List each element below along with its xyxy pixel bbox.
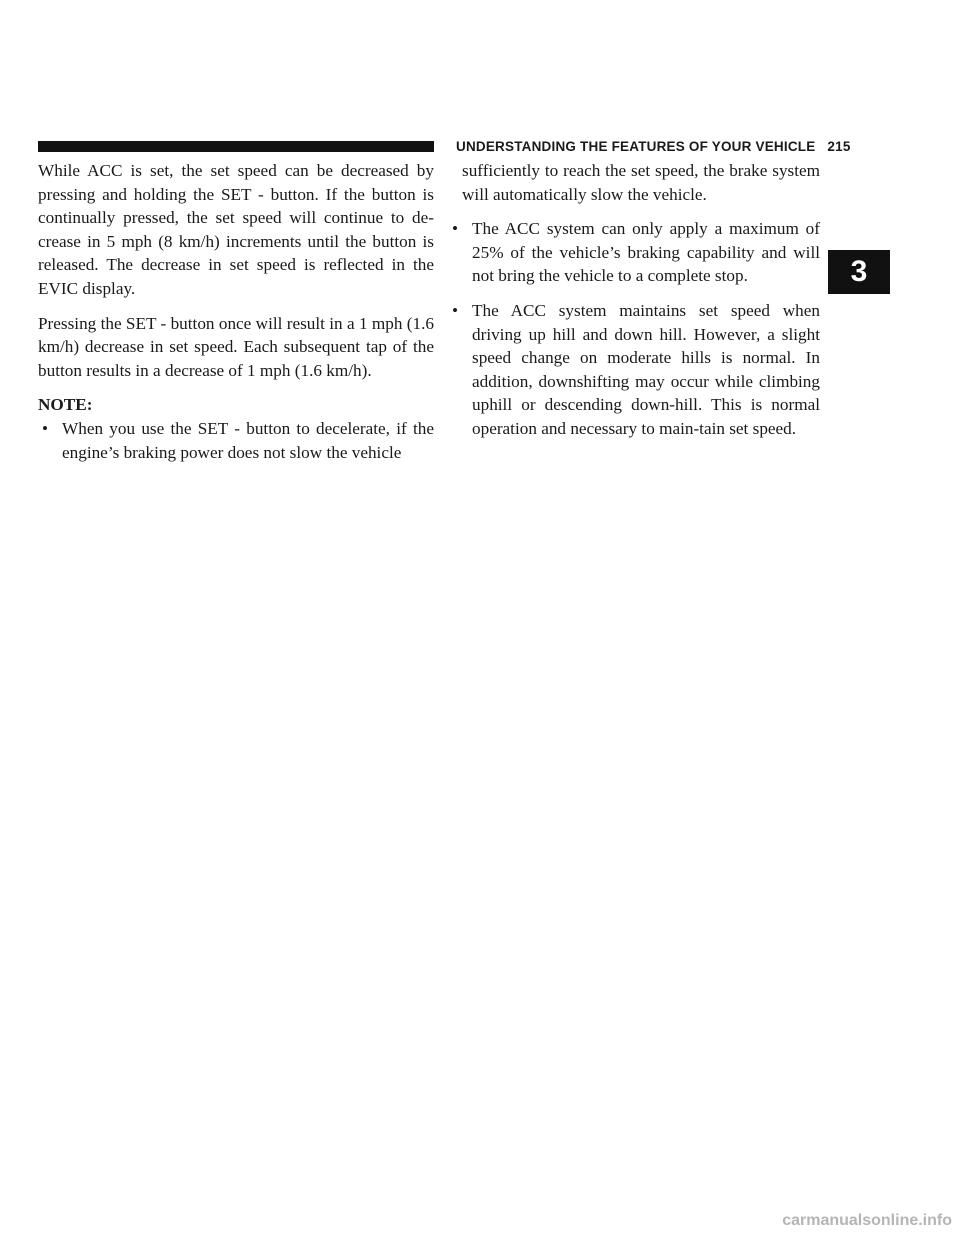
paragraph-single-tap: Pressing the SET - button once will result in a 1 mph (1.6 km/h) decrease in set speed. Each subsequent tap of the button results in a decrease of 1 mph (1.6 km/h). — [38, 313, 434, 380]
paragraph-decrease-speed: While ACC is set, the set speed can be decreased by pressing and holding the SET - button. If the button is continually pressed, the set speed will continue to de-crease in 5 mph (8 km/h) increments until the button is released. The decrease in set speed is reflected in the EVIC display. — [38, 161, 434, 298]
running-header — [456, 137, 896, 155]
bullet-icon: • — [452, 300, 459, 320]
note-label: NOTE: — [38, 395, 93, 415]
chapter-tab: 3 — [828, 250, 890, 294]
right-column — [448, 159, 820, 441]
footer-watermark: carmanualsonline.info — [782, 1212, 952, 1229]
bullet-text: The ACC system maintains set speed when driving up hill and down hill. However, a slight speed change on moderate hills is normal. In addition, downshifting may occur while climbing uphill or descending down-hill. This is normal operation and necessary to main-tain set speed. — [472, 300, 820, 438]
bullet-text: The ACC system can only apply a maximum of 25% of the vehicle’s braking capability and will not bring the vehicle to a complete stop. — [472, 219, 820, 286]
page-number: 215 — [827, 138, 851, 154]
left-column — [38, 159, 434, 464]
header-bar — [38, 141, 434, 152]
bullet-item — [38, 417, 434, 464]
header-title: UNDERSTANDING THE FEATURES OF YOUR VEHICLE — [456, 138, 816, 154]
bullet-continuation: sufficiently to reach the set speed, the brake system will automatically slow the vehicle. — [462, 161, 820, 204]
bullet-item — [448, 217, 820, 288]
bullet-text: When you use the SET - button to decelerate, if the engine’s braking power does not slow the vehicle — [62, 418, 434, 462]
bullet-icon: • — [42, 418, 49, 438]
bullet-item — [448, 299, 820, 441]
bullet-icon: • — [452, 219, 459, 239]
